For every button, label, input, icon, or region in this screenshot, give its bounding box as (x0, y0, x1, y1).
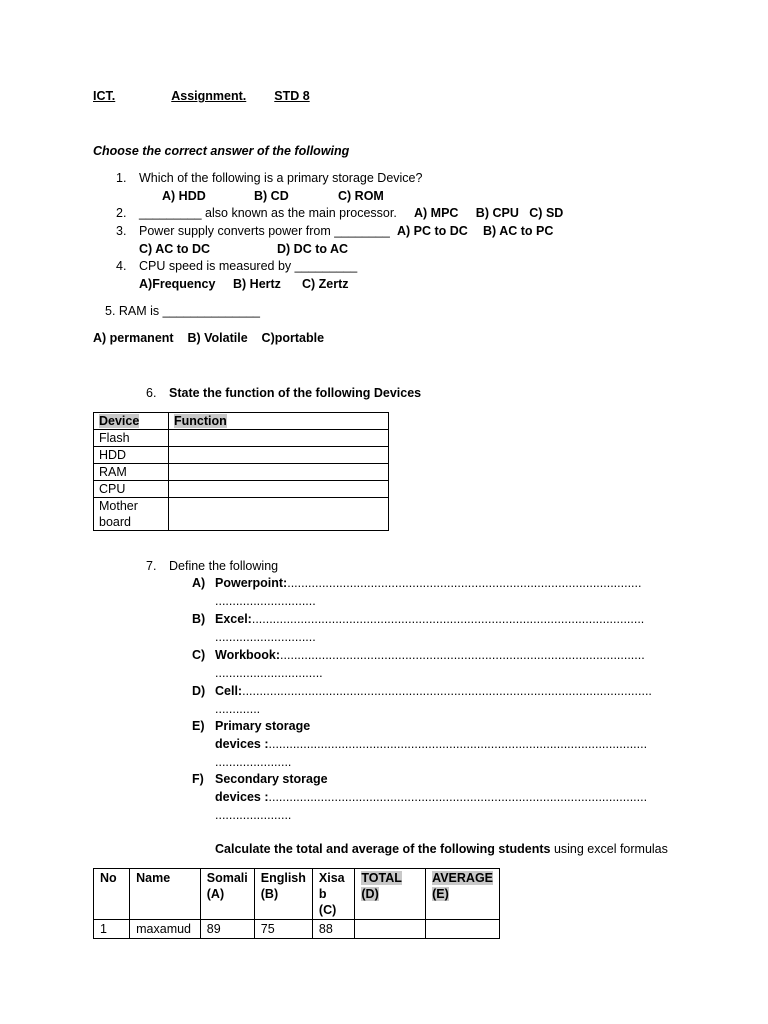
q4-option-c: C) Zertz (302, 277, 349, 291)
item-letter: F) (192, 772, 204, 786)
q1-number: 1. (116, 171, 127, 185)
section8-title: Calculate the total and average of the following students using excel formulas (215, 842, 668, 856)
assignment-label: Assignment. (171, 89, 247, 103)
definition-line: devices :............................................................................................................. (215, 737, 648, 751)
q5-text: 5. RAM is ______________ (105, 304, 260, 318)
definition-continuation: ............................... (215, 666, 323, 680)
q3-option-d: D) DC to AC (277, 242, 349, 256)
device-function-table (93, 412, 389, 531)
item-letter: E) (192, 719, 205, 733)
somali-header: Somali (A) (200, 869, 254, 920)
section6-number: 6. (146, 386, 157, 400)
class-label: STD 8 (274, 89, 310, 103)
average-cell[interactable] (426, 920, 500, 939)
function-cell[interactable] (169, 430, 389, 447)
function-header: Function (174, 414, 227, 428)
q1-text: Which of the following is a primary storage Device? (139, 171, 423, 185)
function-cell[interactable] (169, 447, 389, 464)
english-cell: 75 (254, 920, 312, 939)
table-row (94, 430, 389, 447)
item-letter: B) (192, 612, 206, 626)
english-header: English (B) (254, 869, 312, 920)
definition-line: devices :............................................................................................................. (215, 790, 648, 804)
definition-term: Primary storage (215, 719, 311, 733)
definition-continuation: ............................. (215, 594, 316, 608)
definition-continuation: ............................. (215, 630, 316, 644)
q4-text: CPU speed is measured by _________ (139, 259, 358, 273)
no-cell: 1 (94, 920, 130, 939)
q4-option-a: A)Frequency (139, 277, 216, 291)
table-header-row (94, 413, 389, 430)
table-row (94, 447, 389, 464)
xisab-cell: 88 (312, 920, 354, 939)
device-cell: Mother board (94, 498, 169, 531)
name-header: Name (130, 869, 201, 920)
definition-continuation: ............. (215, 702, 261, 716)
table-header-row (94, 869, 500, 920)
no-header: No (94, 869, 130, 920)
table-row (94, 920, 500, 939)
function-cell[interactable] (169, 498, 389, 531)
xisab-header: Xisa b (C) (312, 869, 354, 920)
function-cell[interactable] (169, 464, 389, 481)
definition-continuation: ...................... (215, 755, 292, 769)
total-cell[interactable] (355, 920, 426, 939)
average-header: AVERAGE (E) (426, 869, 500, 920)
definition-line: Excel:................................................................................................................. (215, 612, 645, 626)
q1-option-c: C) ROM (338, 189, 384, 203)
name-cell: maxamud (130, 920, 201, 939)
section7-title: Define the following (169, 559, 279, 573)
q1-option-b: B) CD (254, 189, 289, 203)
q3-option-b: B) AC to PC (483, 224, 554, 238)
q2-options: A) MPC B) CPU C) SD (414, 206, 564, 220)
q1-option-a: A) HDD (162, 189, 206, 203)
section6-title: State the function of the following Devices (169, 386, 422, 400)
device-cell: CPU (94, 481, 169, 498)
device-cell: RAM (94, 464, 169, 481)
device-cell: Flash (94, 430, 169, 447)
student-scores-table (93, 868, 500, 939)
q3-text: Power supply converts power from ________ (139, 224, 390, 238)
item-letter: D) (192, 684, 206, 698)
table-row (94, 481, 389, 498)
q2-text: _________ also known as the main processor. (139, 206, 397, 220)
q3-number: 3. (116, 224, 127, 238)
subject-label: ICT. (93, 89, 116, 103)
section7-number: 7. (146, 559, 157, 573)
table-row (94, 464, 389, 481)
item-letter: A) (192, 576, 206, 590)
q3-option-c: C) AC to DC (139, 242, 211, 256)
item-letter: C) (192, 648, 206, 662)
device-header: Device (99, 414, 140, 428)
definition-line: Powerpoint:...................................................................................................... (215, 576, 642, 590)
section1-title: Choose the correct answer of the following (93, 144, 350, 158)
function-cell[interactable] (169, 481, 389, 498)
q2-number: 2. (116, 206, 127, 220)
total-header: TOTAL (D) (355, 869, 426, 920)
definition-line: Workbook:......................................................................................................... (215, 648, 645, 662)
q5-options: A) permanent B) Volatile C)portable (93, 331, 325, 345)
definition-continuation: ...................... (215, 808, 292, 822)
somali-cell: 89 (200, 920, 254, 939)
definition-term: Secondary storage (215, 772, 328, 786)
device-cell: HDD (94, 447, 169, 464)
q4-number: 4. (116, 259, 127, 273)
definition-line: Cell:...................................................................................................................... (215, 684, 652, 698)
q3-option-a: A) PC to DC (397, 224, 468, 238)
header-line (93, 88, 310, 104)
q4-option-b: B) Hertz (233, 277, 281, 291)
table-row (94, 498, 389, 531)
